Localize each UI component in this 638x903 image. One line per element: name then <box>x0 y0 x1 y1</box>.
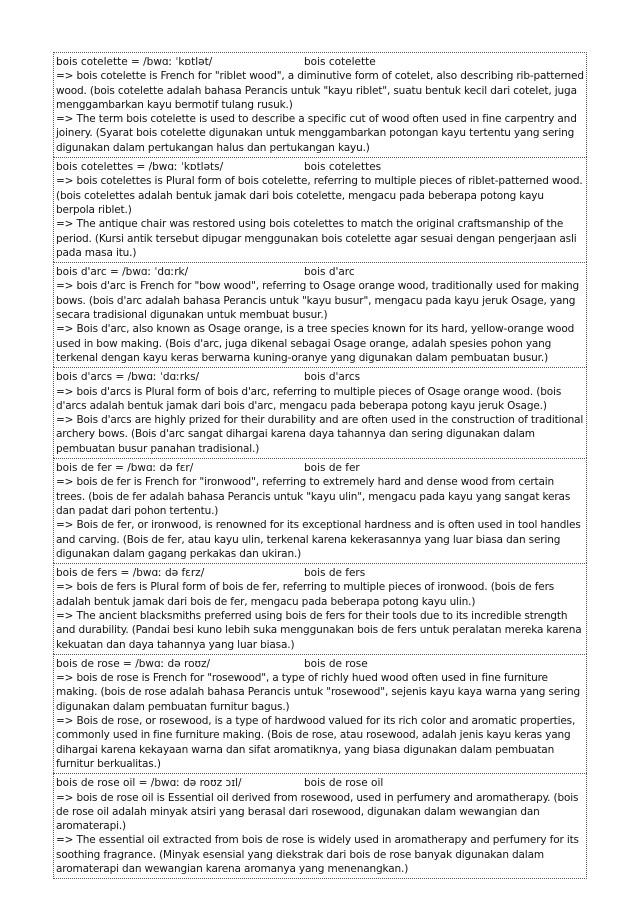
definition: => bois de rose oil is Essential oil derived from rosewood, used in perfumery and aromatherapy. (bois de rose oil adalah minyak atsiri yang berasal dari rosewood, digunakan dalam wewangian dan aromaterapi.) <box>56 791 579 833</box>
definition: => bois de fers is Plural form of bois de fer, referring to multiple pieces of ironwood. (bois de fers adalah bentuk jamak dari bois de fer, mengacu pada beberapa potong kayu ulin.) <box>56 581 555 608</box>
headword: bois cotelette <box>304 56 376 68</box>
headword: bois de rose <box>304 657 368 670</box>
entry-header <box>56 55 584 69</box>
entry-bois-darcs <box>53 367 587 458</box>
entry-bois-cotelette <box>53 52 587 157</box>
headword: bois de rose oil <box>304 777 384 790</box>
pronunciation: bois d'arcs = /bwɑː ˈdɑːrks/ <box>56 371 200 384</box>
pronunciation: bois de rose = /bwɑː də roʊz/ <box>56 657 211 670</box>
headword: bois d'arc <box>304 266 355 279</box>
entry-bois-darc <box>53 262 587 367</box>
example: => Bois d'arc, also known as Osage orange, is a tree species known for its hard, yellow-orange wood used in bow making. (Bois d'arc, juga dikenal sebagai Osage orange, adalah spesies pohon yang terkenal dengan kayu keras berwarna kuning-oranye yang digunakan dalam pembuatan busur.) <box>56 323 575 364</box>
headword: bois de fers <box>304 567 366 580</box>
definition: => bois cotelettes is Plural form of bois cotelette, referring to multiple pieces of riblet-patterned wood. (bois cotelettes adalah bentuk jamak dari bois cotelette, mengacu pada beberapa potong kayu berpola riblet.) <box>56 175 583 216</box>
pronunciation: bois cotelettes = /bwɑː ˈkɒtləts/ <box>56 161 224 174</box>
dictionary-page <box>53 52 587 879</box>
entry-header <box>56 657 584 671</box>
definition: => bois cotelette is French for "riblet wood", a diminutive form of cotelet, also describing rib-patterned wood. (bois cotelette adalah bahasa Perancis untuk "kayu riblet", suatu bentuk kecil dari cotelet, juga menggambarkan kayu bermotif tulang rusuk.) <box>56 70 584 111</box>
definition: => bois d'arc is French for "bow wood", referring to Osage orange wood, traditionally used for making bows. (bois d'arc adalah bahasa Perancis untuk "kayu busur", mengacu pada kayu jeruk Osage, yang secara tradisional digunakan untuk membuat busur.) <box>56 280 580 322</box>
entry-bois-de-fer <box>53 458 587 563</box>
entry-bois-de-rose-oil <box>53 773 587 879</box>
entry-header <box>56 776 584 790</box>
example: => The ancient blacksmiths preferred using bois de fers for their tools due to its incredible strength and durability. (Pandai besi kuno lebih suka menggunakan bois de fers untuk peralatan mereka karena kekuatan dan daya tahannya yang luar biasa.) <box>56 609 582 651</box>
pronunciation: bois de rose oil = /bwɑː də roʊz ɔɪl/ <box>56 777 242 790</box>
entry-header <box>56 461 584 475</box>
example: => Bois d'arcs are highly prized for their durability and are often used in the construction of traditional archery bows. (Bois d'arc sangat dihargai karena daya tahannya dan sering digunakan dalam pembuatan busur panahan tradisional.) <box>56 414 584 455</box>
example: => The antique chair was restored using bois cotelettes to match the original craftsmanship of the period. (Kursi antik tersebut dipugar menggunakan bois cotelette agar sesuai dengan pengerjaan asli pada masa itu.) <box>56 218 577 259</box>
example: => The essential oil extracted from bois de rose is widely used in aromatherapy and perfumery for its soothing fragrance. (Minyak esensial yang diekstrak dari bois de rose banyak digunakan dalam aromaterapi dan wewangian karena aromanya yang menenangkan.) <box>56 834 579 876</box>
pronunciation: bois de fers = /bwɑː də fɛrz/ <box>56 567 205 580</box>
definition: => bois de fer is French for "ironwood", referring to extremely hard and dense wood from certain trees. (bois de fer adalah bahasa Perancis untuk "kayu ulin", mengacu pada kayu yang sangat keras dan padat dari pohon tertentu.) <box>56 476 571 517</box>
pronunciation: bois d'arc = /bwɑː ˈdɑːrk/ <box>56 266 189 279</box>
entry-header <box>56 160 584 174</box>
entry-bois-cotelettes <box>53 157 587 262</box>
entry-bois-de-fers <box>53 563 587 654</box>
pronunciation: bois de fer = /bwɑː də fɛr/ <box>56 462 194 475</box>
headword: bois cotelettes <box>304 161 382 174</box>
entry-bois-de-rose <box>53 654 587 773</box>
entry-header <box>56 370 584 384</box>
example: => The term bois cotelette is used to describe a specific cut of wood often used in fine carpentry and joinery. (Syarat bois cotelette digunakan untuk menggambarkan potongan kayu tertentu yang sering digunakan dalam pertukangan halus dan pertukangan kayu.) <box>56 113 577 154</box>
entry-header <box>56 566 584 580</box>
pronunciation: bois cotelette = /bwɑː ˈkɒtlət/ <box>56 56 213 68</box>
headword: bois de fer <box>304 462 360 475</box>
example: => Bois de rose, or rosewood, is a type of hardwood valued for its rich color and aromatic properties, commonly used in fine furniture making. (Bois de rose, atau rosewood, adalah jenis kayu keras yang dihargai karena kekayaan warna dan sifat aromatiknya, yang biasa digunakan dalam pembuatan furnitur berkualitas.) <box>56 715 576 770</box>
definition: => bois de rose is French for "rosewood", a type of richly hued wood often used in fine furniture making. (bois de rose adalah bahasa Perancis untuk "rosewood", sejenis kayu kaya warna yang sering digunakan dalam pembuatan furnitur bagus.) <box>56 672 581 713</box>
definition: => bois d'arcs is Plural form of bois d'arc, referring to multiple pieces of Osage orange wood. (bois d'arcs adalah bentuk jamak dari bois d'arc, mengacu pada beberapa potong kayu jeruk Osage.) <box>56 385 562 412</box>
entry-header <box>56 265 584 279</box>
headword: bois d'arcs <box>304 371 361 384</box>
example: => Bois de fer, or ironwood, is renowned for its exceptional hardness and is often used in tool handles and carving. (Bois de fer, atau kayu ulin, terkenal karena kekerasannya yang luar biasa dan sering digunakan dalam gagang perkakas dan ukiran.) <box>56 519 581 560</box>
